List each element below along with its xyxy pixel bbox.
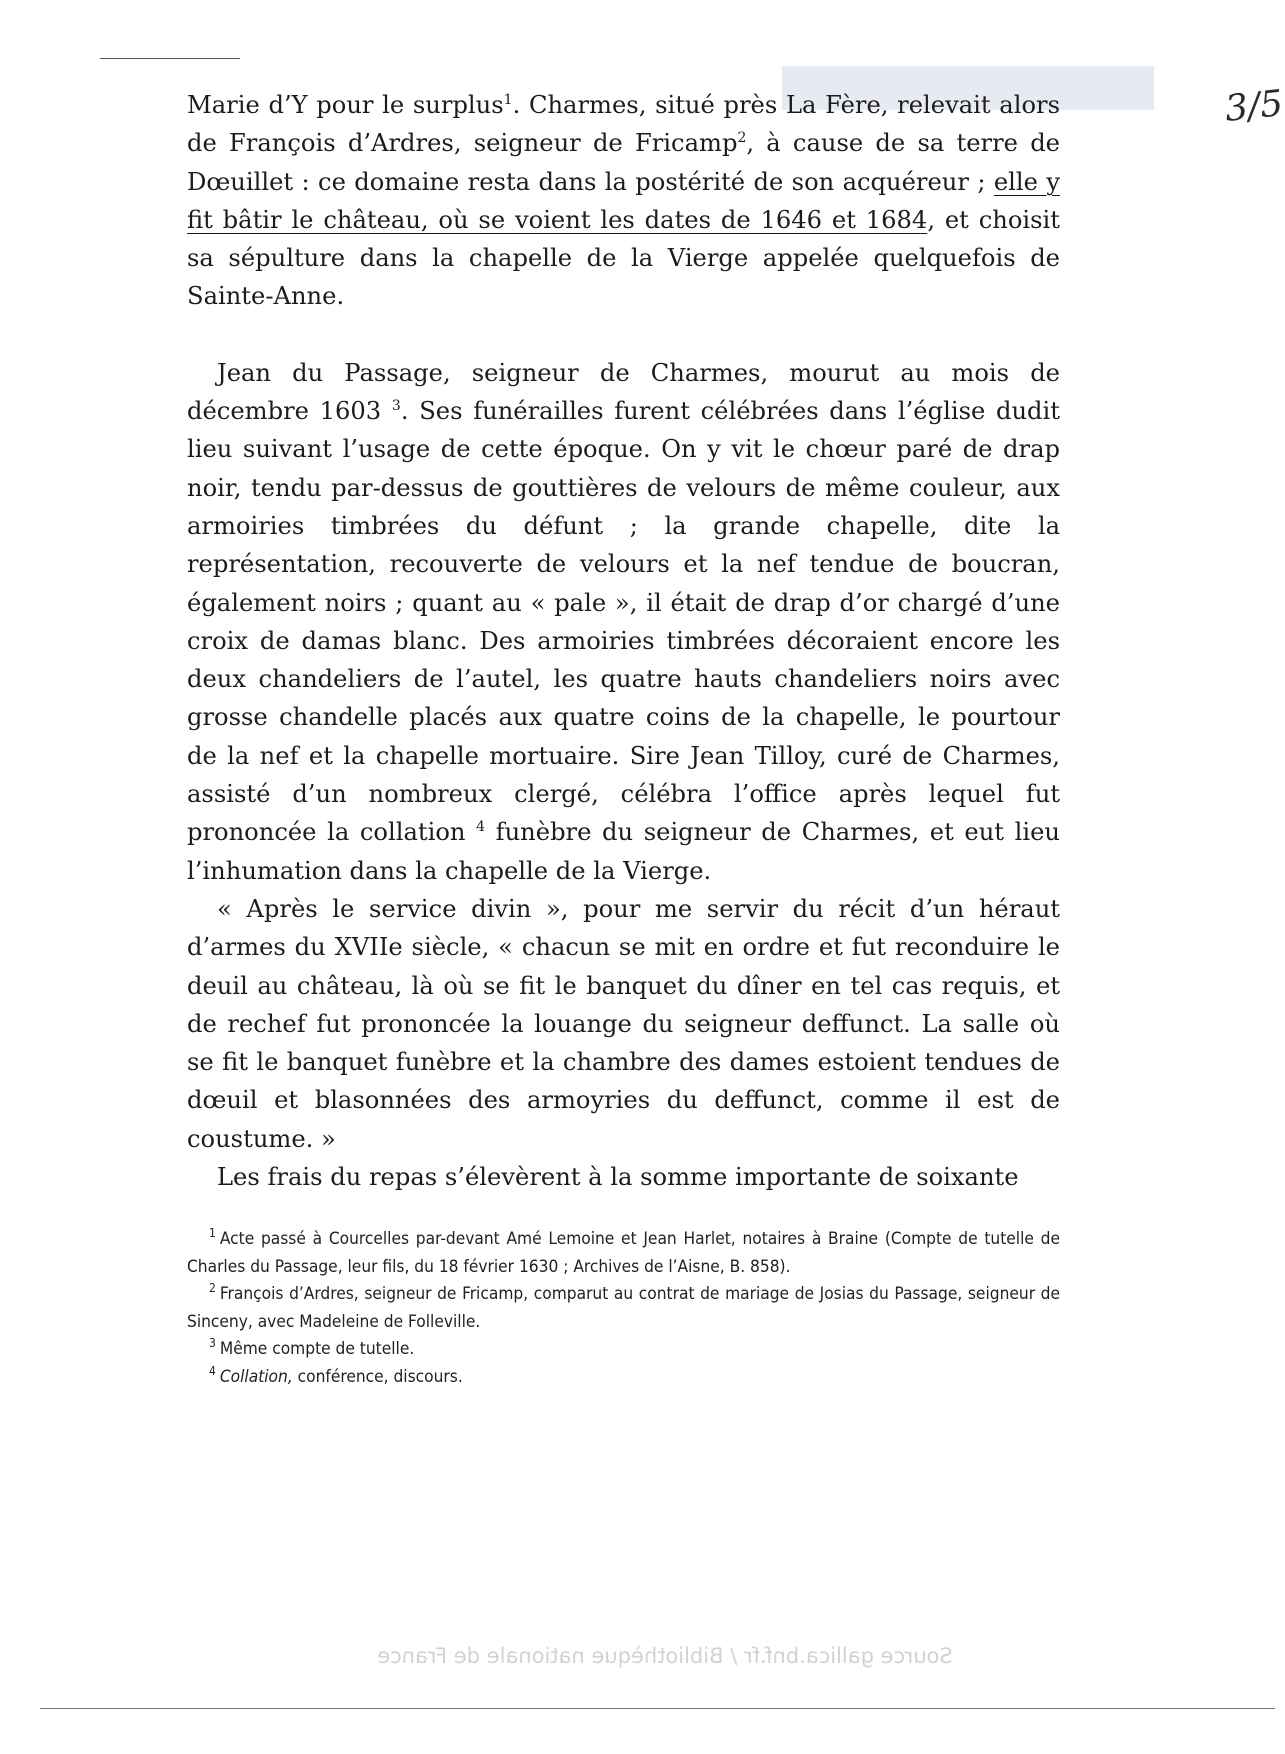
paragraph-1 (187, 86, 1060, 316)
footnote-ref-1: 1 (503, 91, 513, 108)
footnote-1 (187, 1226, 1060, 1281)
paragraph-1-text-a: Marie d’Y pour le surplus (187, 91, 504, 119)
paragraph-3: « Après le service divin », pour me servir du récit d’un héraut d’armes du XVIIe siècle, « chacun se mit en ordre et fut reconduire le deuil au château, là où se fit le banquet du dîner en tel cas requis, et de rechef fut prononcée la louange du seigneur deffunct. La salle où se fit le banquet funèbre et la chambre des dames estoient tendues de dœuil et blasonnées des armoyries du deffunct, comme il est de coustume. » (187, 894, 1060, 1153)
paragraph-1-text-c: , à cause de sa terre de Dœuillet : ce domaine resta dans la postérité de son acquéreur ; (187, 129, 1060, 196)
bottom-rule (40, 1708, 1275, 1709)
footnote-4 (187, 1364, 1060, 1392)
footnote-3-text: Même compte de tutelle. (219, 1339, 415, 1359)
footnote-2-number: 2 (209, 1281, 216, 1296)
footnote-4-text: conférence, discours. (292, 1366, 463, 1387)
paragraph-1-text-d: , et choisit sa sépulture dans la chapelle de la Vierge appelée quelquefois de Sainte-Anne. (187, 205, 1060, 311)
paragraph-1-text-b: . Charmes, situé près La Fère, relevait alors de François d’Ardres, seigneur de Fricamp (187, 91, 1060, 158)
footnote-ref-3: 3 (391, 398, 401, 415)
footnote-1-number: 1 (209, 1226, 216, 1241)
top-rule (100, 58, 240, 59)
footnote-2 (187, 1281, 1060, 1336)
footnote-ref-2: 2 (737, 130, 747, 147)
main-text (187, 86, 1060, 1196)
footnote-4-term: Collation, (219, 1366, 293, 1387)
underlined-passage: elle y fit bâtir le château, où se voient les dates de 1646 et 1684 (187, 167, 1060, 234)
footnotes (187, 1226, 1060, 1391)
footnote-2-text: François d’Ardres, seigneur de Fricamp, comparut au contrat de mariage de Josias du Passage, seigneur de Sinceny, avec Madeleine de Folleville. (187, 1284, 1060, 1332)
source-credit-watermark: Source gallica.bnf.fr / Bibliothèque nationale de France (377, 1644, 953, 1668)
paragraph-2-text-a: Jean du Passage, seigneur de Charmes, mourut au mois de décembre 1603 (187, 358, 1060, 426)
page-mark: 3/5 (1223, 83, 1285, 130)
paragraph-2-text-c: funèbre du seigneur de Charmes, et eut lieu l’inhumation dans la chapelle de la Vierge. (187, 818, 1060, 885)
footnote-3-number: 3 (209, 1336, 216, 1351)
footnote-3 (187, 1336, 1060, 1364)
paragraph-4: Les frais du repas s’élevèrent à la somme importante de soixante (217, 1163, 1019, 1192)
footnote-ref-4: 4 (476, 819, 486, 836)
paragraph-2 (187, 354, 1060, 890)
paragraph-2-text-b: . Ses funérailles furent célébrées dans l’église dudit lieu suivant l’usage de cette époque. On y vit le chœur paré de drap noir, tendu par-dessus de gouttières de velours de même couleur, aux armoiries timbrées du défunt ; la grande chapelle, dite la représentation, recouverte de velours et la nef tendue de boucran, également noirs ; quant au « pale », il était de drap d’or chargé d’une croix de damas blanc. Des armoiries timbrées décoraient encore les deux chandeliers de l’autel, les quatre hauts chandeliers noirs avec grosse chandelle placés aux quatre coins de la chapelle, le pourtour de la nef et la chapelle mortuaire. Sire Jean Tilloy, curé de Charmes, assisté d’un nombreux clergé, célébra l’office après lequel fut prononcée la collation (187, 397, 1060, 847)
footnote-4-number: 4 (209, 1363, 216, 1378)
footnote-1-text: Acte passé à Courcelles par-devant Amé Lemoine et Jean Harlet, notaires à Braine (Compte de tutelle de Charles du Passage, leur fils, du 18 février 1630 ; Archives de l’Aisne, B. 858). (187, 1229, 1060, 1277)
